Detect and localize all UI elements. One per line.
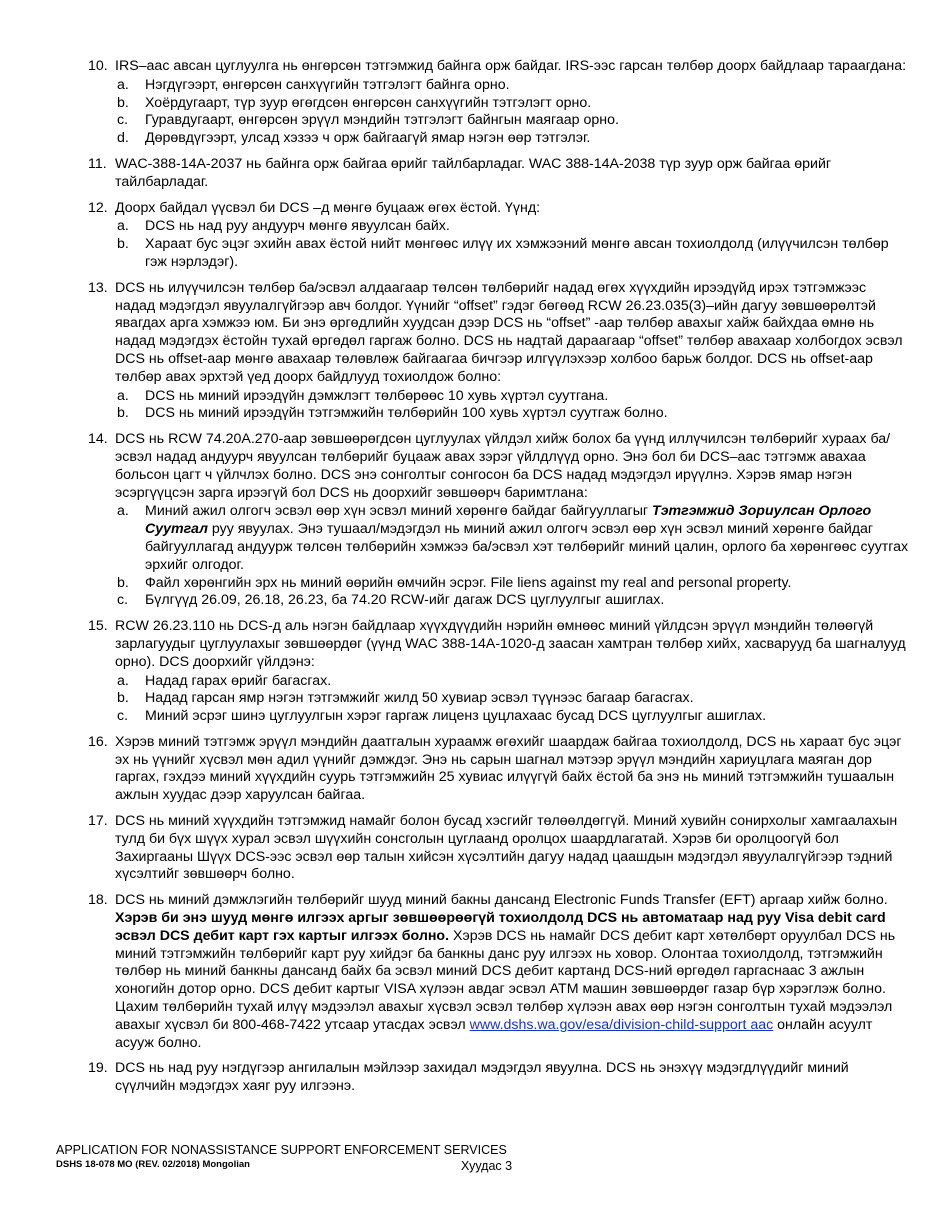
sub-item [115,503,910,574]
sub-text-cont: руу явуулах. Энэ тушаал/мэдэгдэл нь миний ажил олгогч эсвэл өөр хүн эсвэл миний хөрөнгө байдаг байгууллагад андуурж төлсөн төлбөрийн хэмжээ ба/эсвэл хэт төлбөрийг миний цалин, орлого ба хөрөнгөөс суутгах эрхийг олгодог. [145,521,909,573]
sub-item [115,218,910,236]
form-title: APPLICATION FOR NONASSISTANCE SUPPORT ENFORCEMENT SERVICES [56,1143,507,1157]
item-text: DCS нь RCW 74.20A.270-аар зөвшөөрөгдсөн цуглуулах үйлдэл хийж болох ба үүнд иллүчилсэн төлбөрийг хураах ба/эсвэл надад андуурч явуулсан төлбөрийг буцааж авах зэрэг үйлдлүүд орно. Энэ бол би DCS–аас тэтгэмж авахаа больсон цагт ч үйлчлэх болно. DCS энэ сонголтыг сонгосон ба DCS надад мэдэгдэл ирүүлнэ. Хэрэв ямар нэгэн эсэргүүцсэн зарга ирээгүй бол DCS нь доорхийг зөвшөөрч баримтлана: [115,431,891,501]
item-text-end: онлайн асуулт асууж болно. [115,1016,873,1051]
sub-item [115,690,910,708]
sub-letter: b. [117,405,129,422]
sub-item [115,592,910,610]
sub-letter: a. [117,218,129,235]
page-number: Хуудас 3 [461,1159,513,1173]
bold-notice: Хэрэв би энэ шууд мөнгө илгээх аргыг зөвшөөрөөгүй тохиолдолд DCS нь автоматаар над руу Visa debit card эсвэл DCS дебит карт гэх картыг илгээх болно. [115,910,886,944]
item-number: 12. [88,199,108,216]
item-number: 17. [88,813,108,830]
sub-text: Хоёрдугаарт, түр зуур өгөгдсөн өнгөрсөн санхүүгийн тэтгэлэгт орно. [145,94,592,111]
sub-letter: c. [117,708,129,725]
sub-text: Гуравдугаарт, өнгөрсөн эрүүл мэндийн тэтгэлэгт байнгын маягаар орно. [145,112,619,129]
page-footer [56,1143,916,1171]
sub-item [115,673,910,691]
sub-item [115,112,910,130]
form-id: DSHS 18-078 MO (REV. 02/2018) Mongolian [56,1159,250,1170]
item-text: DCS нь миний хүүхдийн тэтгэмжид намайг болон бусад хэсгийг төлөөлдөггүй. Миний хувийн сонирхолыг хамгаалахын тулд би бүх шүүх хурал эсвэл шүүхийн сонсголын цуглаанд оролцох шаардлагатай. Хэрэв би оролцоогүй бол Захиргааны Шүүх DCS-ээс эсвэл өөр талын хийсэн хүсэлтийн дагуу надад цаашдын мэдэгдэл явуулалгүйгээр тэдний хүсэлтийг зөвшөөрч болно. [115,813,898,883]
sub-text: DCS нь миний ирээдүйн тэтгэмжийн төлбөрийн 100 хувь хүртэл суутгаж болно. [145,405,668,422]
sub-text: Хараат бус эцэг эхийн авах ёстой нийт мөнгөөс илүү их хэмжээний мөнгө авсан тохиолдолд (илүүчилсэн төлбөр гэж нэрлэдэг). [145,236,889,270]
sub-text: Надад гарсан ямр нэгэн тэтгэмжийг жилд 50 хувиар эсвэл түүнээс багаар багасгах. [145,690,694,707]
item-number: 13. [88,279,108,296]
sub-text: DCS нь миний ирээдүйн дэмжлэгт төлбөрөөс 10 хувь хүртэл суутгана. [145,387,609,404]
list-item-11 [88,156,910,192]
item-number: 11. [88,155,107,172]
item-number: 19. [88,1060,108,1077]
item-number: 16. [88,733,108,750]
item-text-cont: Хэрэв DCS нь намайг DCS дебит карт хөтөлбөрт оруулбал DCS нь миний тэтгэмжийн төлбөрийг карт руу хийдэг ба банкны данс руу илгээх нь ховор. Олонтаа тохиолдолд, тэтгэмжийн төлбөр нь миний банкны дансанд байх ба эсвэл миний DCS дебит картанд DCS-ний өргөдөл гаргаснаас 3 ажлын хоногийн дотор орно. DCS дебит картыг VISA хүлээн авдаг эсвэл ATM машин зөвшөөрдөг газар бүр хэрэглэж болно. Цахим төлбөрийн тухай илүү мэдээлэл авахыг хүсвэл эсвэл төлбөр хүлээн авах өөр нэгэн сонголтын тухай мэдээлэл авахыг хүсвэл би 800-468-7422 утсаар утасдах эсвэл [115,927,896,1033]
item-number: 10. [88,58,108,74]
sub-text: DCS нь над руу андуурч мөнгө явуулсан байх. [145,218,450,235]
sub-text: Файл хөрөнгийн эрх нь миний өөрийн өмчийн эсрэг. File liens against my real and personal property. [145,574,792,591]
sub-text: Бүлгүүд 26.09, 26.18, 26.23, ба 74.20 RCW-ийг дагаж DCS цуглуулгыг ашиглах. [145,592,665,609]
list-item-18 [88,892,910,1052]
sub-item [115,236,910,272]
sub-item [115,130,910,148]
sub-list [115,388,910,424]
list-item-13 [88,280,910,423]
sub-text: Миний эсрэг шинэ цуглуулгын хэрэг гаргаж лиценз цуцлахаас бусад DCS цуглуулгыг ашиглах. [145,708,767,725]
sub-item [115,708,910,726]
sub-letter: a. [117,76,129,93]
sub-letter: c. [117,112,129,129]
sub-item [115,405,910,423]
sub-text: Надад гарах өрийг багасгах. [145,672,332,689]
sub-letter: b. [117,690,129,707]
item-text: IRS–аас авсан цуглуулга нь өнгөрсөн тэтгэмжид байнга орж байдаг. IRS-ээс гарсан төлбөр доорх байдлаар тараагдана: [115,58,907,74]
sub-letter: a. [117,672,129,689]
item-text: Хэрэв миний тэтгэмж эрүүл мэндийн даатгалын хураамж өгөхийг шаардаж байгаа тохиолдолд, DCS нь хараат бус эцэг эх нь үүнийг хүсвэл мөн адил үүнийг дэмждэг. Энэ нь сарын шагнал мэтээр эрүүл мэндийн хариуцлага маяган дор гаргах, гэхдээ миний хүүхдийн суурь тэтгэмжийн 25 хувиас илүүгүй байх ёстой ба энэ нь миний тэтгэмжийн тушаалын ажлын хуудас дээр харуулсан байгаа. [115,733,902,804]
list-item-12 [88,200,910,272]
item-text: Доорх байдал үүсвэл би DCS –д мөнгө буцааж өгөх ёстой. Үүнд: [115,199,541,216]
sub-text: Нэгдүгээрт, өнгөрсөн санхүүгийн тэтгэлэгт байнга орно. [145,76,510,93]
sub-letter: b. [117,236,129,253]
income-withholding-term: Тэтгэмжид Зориулсан Орлого Суутгал [145,503,872,538]
sub-item [115,575,910,593]
item-text: DCS нь илүүчилсэн төлбөр ба/эсвэл алдаагаар төлсөн төлбөрийг надад өгөх хүүхдийн ирээдүйд ирэх тэтгэмжээс надад мэдэгдэл явуулалгүйгээр авч болдог. Үүнийг “offset” гэдэг бөгөөд RCW 26.23.035(3)–ийн дагуу зөвшөөрөлтэй явагдах арга хэмжээ юм. Би энэ өргөдлийн хуудсан дээр DCS нь “offset” -аар төлбөр авахыг хайж байхдаа өмнө нь надад мэдэгдэх ёстойн тухай өргөдөл гаргаж болно. DCS нь надтай дараагаар “offset” төлбөр авахаар холбогдох эсвэл DCS нь offset-аар мөнгө авахаар төлөвлөж байгаагаа бичгээр илгүүлэхээр холбоо барьж болдог. DCS нь offset-аар төлбөр авах эрхтэй үед доорх байдлууд тохиолдож болно: [115,279,903,385]
item-number: 14. [88,431,108,448]
sub-list [115,673,910,726]
sub-letter: b. [117,94,129,111]
sub-list [115,77,910,148]
list-item-16 [88,734,910,805]
sub-text: Дөрөвдүгээрт, улсад хэзээ ч орж байгаагүй ямар нэгэн өөр тэтгэлэг. [145,130,591,147]
child-support-website-link[interactable]: www.dshs.wa.gov/esa/division-child-support aac [469,1016,774,1033]
sub-letter: a. [117,503,129,520]
sub-letter: b. [117,574,129,591]
item-number: 15. [88,618,108,635]
sub-item [115,388,910,406]
list-item-17 [88,813,910,884]
sub-list [115,218,910,271]
list-item-15 [88,618,910,726]
sub-letter: d. [117,130,129,147]
sub-item [115,95,910,113]
item-number: 18. [88,892,108,909]
list-item-14 [88,431,910,610]
sub-letter: a. [117,387,129,404]
item-text: DCS нь над руу нэгдүгээр ангилалын мэйлээр захидал мэдэгдэл явуулна. DCS нь энэхүү мэдэгдлүүдийг миний сүүлчийн мэдэгдэх хаяг руу илгээнэ. [115,1060,849,1095]
item-text: WAC-388-14A-2037 нь байнга орж байгаа өрийг тайлбарладаг. WAC 388-14A-2038 түр зуур орж байгаа өрийг тайлбарладаг. [115,155,832,190]
item-text: DCS нь миний дэмжлэгийн төлбөрийг шууд миний бакны дансанд Electronic Funds Transfer (EFT) аргаар хийж болно. [115,892,888,909]
list-item-19 [88,1060,910,1096]
terms-list [88,58,910,1104]
sub-text: Миний ажил олгогч эсвэл өөр хүн эсвэл миний хөрөнгө байдаг байгууллагыг [145,503,653,520]
sub-item [115,77,910,95]
sub-list [115,503,910,610]
list-item-10 [88,58,910,148]
item-text: RCW 26.23.110 нь DCS-д аль нэгэн байдлаар хүүхдүүдийн нэрийн өмнөөс миний үйлдсэн эрүүл мэндийн төлөөгүй зарлагуудыг цуглуулахыг зөвшөөрдөг (үүнд WAC 388-14A-1020-д заасан хамтран төлбөр хийх, хасварууд ба шагналууд орно). DCS доорхийг үйлдэнэ: [115,618,906,670]
sub-letter: c. [117,592,129,609]
